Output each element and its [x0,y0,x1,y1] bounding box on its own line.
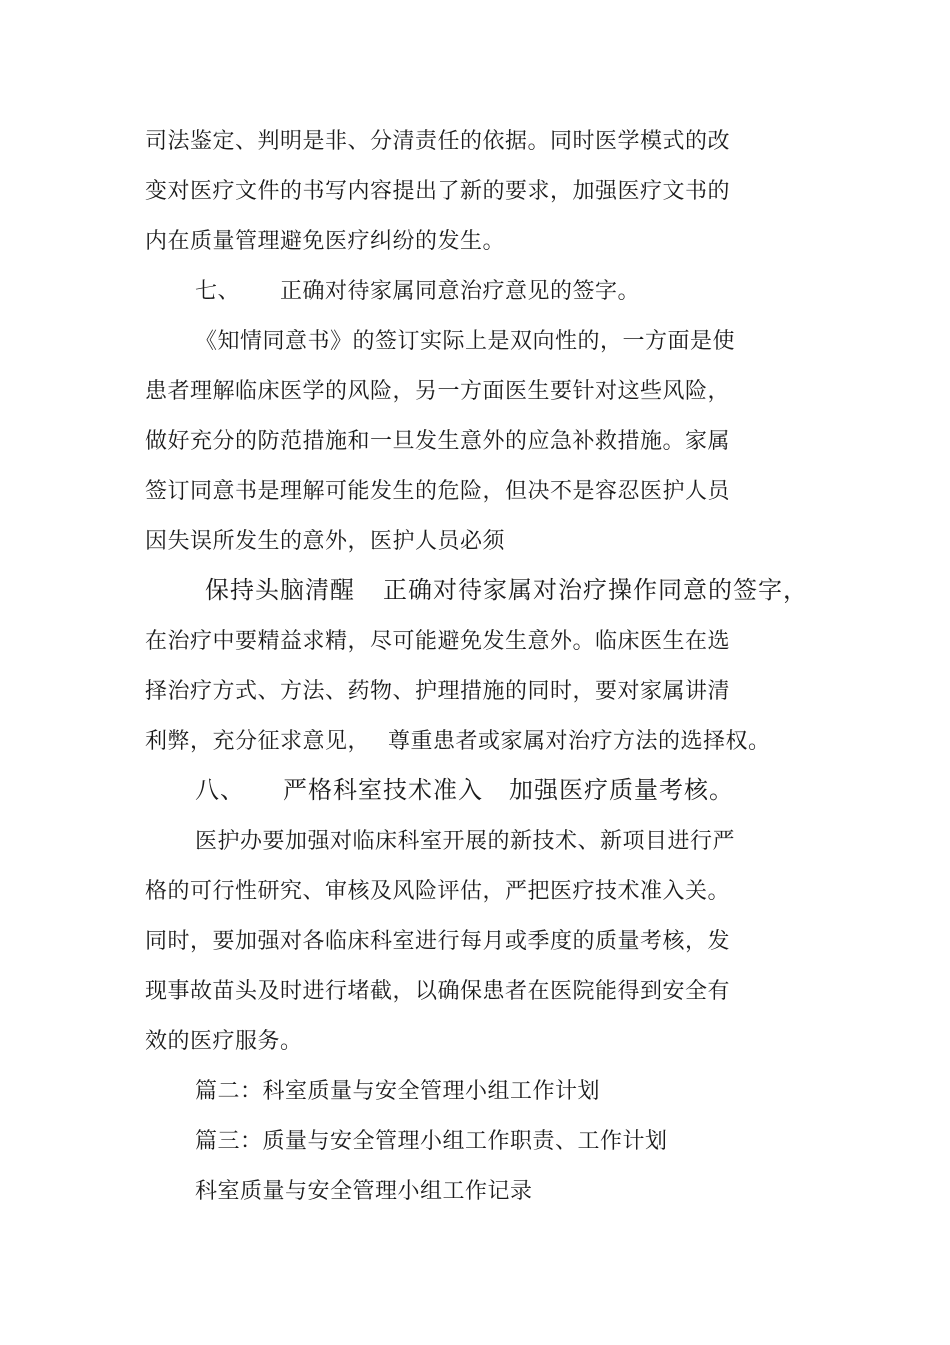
paragraph-line: 在治疗中要精益求精，尽可能避免发生意外。临床医生在选 [145,629,731,654]
paragraph-line: 患者理解临床医学的风险，另一方面医生要针对这些风险， [145,379,731,404]
section-title: 加强医疗质量考核。 [509,776,734,804]
section-number: 八、 [195,776,245,804]
paragraph-line: 因失误所发生的意外，医护人员必须 [145,529,506,554]
section-title: 正确对待家属同意治疗意见的签字。 [280,279,641,304]
paragraph-line: 变对医疗文件的书写内容提出了新的要求，加强医疗文书的 [145,179,731,204]
paragraph-line: 效的医疗服务。 [145,1029,303,1054]
paragraph-line: 司法鉴定、判明是非、分清责任的依据。同时医学模式的改 [145,129,731,154]
paragraph-line: 利弊，充分征求意见， 尊重患者或家属对治疗方法的选择权。 [145,729,771,754]
paragraph-line: 现事故苗头及时进行堵截，以确保患者在医院能得到安全有 [145,979,731,1004]
paragraph-line: 医护办要加强对临床科室开展的新技术、新项目进行严 [195,829,736,854]
paragraph-line: 格的可行性研究、审核及风险评估，严把医疗技术准入关。 [145,879,731,904]
paragraph-line: 内在质量管理避免医疗纠纷的发生。 [145,229,506,254]
section-heading-8 [195,777,734,803]
article-title: 篇二：科室质量与安全管理小组工作计划 [195,1079,601,1104]
paragraph-line: 择治疗方式、方法、药物、护理措施的同时，要对家属讲清 [145,679,731,704]
section-heading-7 [195,279,640,305]
section-number: 七、 [195,279,241,304]
paragraph-line: 签订同意书是理解可能发生的危险，但决不是容忍医护人员 [145,479,731,504]
paragraph-line: 做好充分的防范措施和一旦发生意外的应急补救措施。家属 [145,429,731,454]
section-title: 严格科室技术准入 [283,776,483,804]
paragraph-line: 同时，要加强对各临床科室进行每月或季度的质量考核，发 [145,929,731,954]
paragraph-line: 保持头脑清醒 正确对待家属对治疗操作同意的签字， [205,576,808,604]
article-title: 科室质量与安全管理小组工作记录 [195,1179,533,1204]
article-title: 篇三：质量与安全管理小组工作职责、工作计划 [195,1129,668,1154]
paragraph-line: 《知情同意书》的签订实际上是双向性的，一方面是使 [195,329,736,354]
